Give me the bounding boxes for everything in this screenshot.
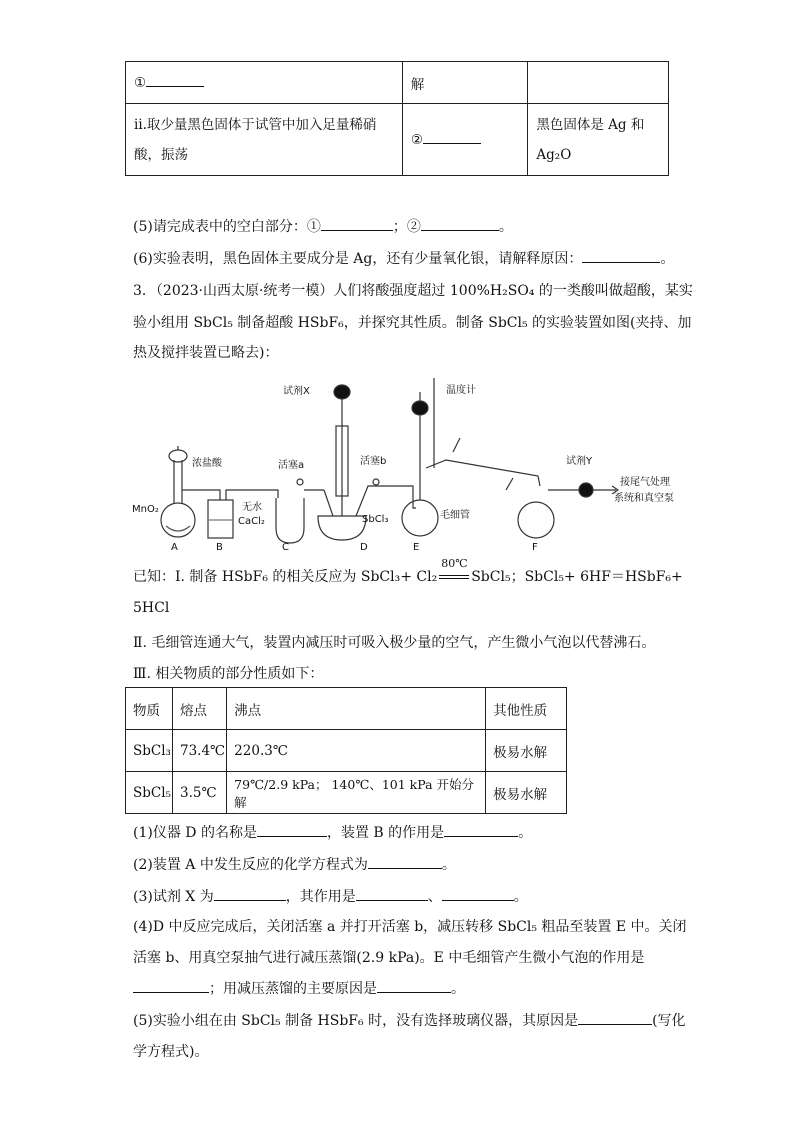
- stopcock-a: [297, 479, 303, 485]
- answer-blank[interactable]: [377, 980, 451, 993]
- tube-b-c: [226, 490, 278, 500]
- cell-text: ①: [134, 75, 147, 91]
- answer-blank[interactable]: [578, 1012, 652, 1025]
- table-cell: [528, 62, 669, 104]
- question-text: ；②: [392, 219, 421, 235]
- header-cell: 熔点: [173, 688, 227, 730]
- label-c: C: [282, 542, 289, 553]
- header-cell: 其他性质: [486, 688, 567, 730]
- question-text: 。: [451, 981, 465, 997]
- known-line-3: Ⅱ. 毛细管连通大气，装置内减压时可吸入极少量的空气，产生微小气泡以代替沸石。: [133, 635, 656, 651]
- table-cell: [126, 104, 403, 176]
- label-mno2: MnO₂: [132, 504, 159, 515]
- label-cacl2: CaCl₂: [238, 516, 265, 527]
- properties-table: [125, 687, 567, 814]
- table-cell: [402, 62, 528, 104]
- label-a: A: [171, 542, 178, 553]
- cell-text: ②: [410, 132, 423, 148]
- answer-blank[interactable]: [214, 888, 286, 901]
- condenser-e: [426, 460, 540, 486]
- wash-bottle-b: [208, 500, 233, 538]
- known-text: 已知：Ⅰ. 制备 HSbF₆ 的相关反应为 SbCl₃+ Cl₂: [133, 569, 438, 585]
- table-cell: [126, 62, 403, 104]
- answer-blank[interactable]: [442, 888, 514, 901]
- table-cell: SbCl₃: [126, 730, 173, 772]
- label-vacuum-pump: 系统和真空泵: [614, 493, 674, 504]
- tube-a-b: [182, 490, 220, 500]
- question-text: (6)实验表明，黑色固体主要成分是 Ag，还有少量氧化银，请解释原因：: [133, 251, 583, 267]
- table-cell: 极易水解: [486, 772, 567, 814]
- flask-e: [402, 500, 438, 536]
- answer-blank[interactable]: [146, 74, 204, 87]
- question-text: 。: [518, 825, 533, 841]
- reaction-arrow: [437, 557, 471, 585]
- question-5b-line-1: [133, 1010, 686, 1030]
- header-cell: 物质: [126, 688, 173, 730]
- question-text: (5)实验小组在由 SbCl₅ 制备 HSbF₆ 时，没有选择玻璃仪器，其原因是: [133, 1013, 579, 1029]
- question-text: (2)装置 A 中发生反应的化学方程式为: [133, 857, 368, 873]
- known-line-2: 5HCl: [133, 600, 170, 616]
- results-table: [125, 61, 669, 176]
- label-anhydrous: 无水: [242, 502, 262, 513]
- table-cell: 79℃/2.9 kPa； 140℃、101 kPa 开始分解: [227, 772, 486, 814]
- problem-intro: 热及搅拌装置已略去)：: [133, 345, 279, 361]
- table-cell: [402, 104, 528, 176]
- label-b: B: [216, 542, 223, 553]
- question-5b-line-2: 学方程式)。: [133, 1044, 209, 1060]
- known-line-1: [133, 557, 683, 586]
- label-reagent-y: 试剂Y: [566, 456, 593, 467]
- question-text: 。: [660, 251, 675, 267]
- problem-intro: 3．（2023·山西太原·统考一模）人们将酸强度超过 100%H₂SO₄ 的一类酸叫做超酸，某实: [133, 283, 693, 299]
- known-text: SbCl₅；SbCl₅+ 6HF＝HSbF₆+: [471, 569, 683, 585]
- label-d: D: [360, 542, 368, 553]
- question-text: (5)请完成表中的空白部分：①: [133, 219, 321, 235]
- question-text: (3)试剂 X 为: [133, 889, 214, 905]
- table-row: [126, 772, 567, 814]
- table-cell: 3.5℃: [173, 772, 227, 814]
- question-text: ，其作用是: [285, 889, 356, 905]
- answer-blank[interactable]: [444, 824, 518, 837]
- label-thermometer: 温度计: [446, 385, 476, 396]
- table-cell: 极易水解: [486, 730, 567, 772]
- table-cell: 220.3℃: [227, 730, 486, 772]
- answer-blank[interactable]: [321, 218, 393, 231]
- question-1: [133, 822, 532, 842]
- label-stopcock-b: 活塞b: [360, 456, 387, 467]
- question-5: [133, 216, 513, 236]
- drying-tube-y: [579, 483, 593, 497]
- label-stopcock-a: 活塞a: [278, 460, 305, 471]
- answer-blank[interactable]: [421, 218, 499, 231]
- label-reagent-x: 试剂X: [283, 386, 310, 397]
- table-row: [126, 730, 567, 772]
- flask-d: [318, 516, 366, 540]
- table-header-row: [126, 688, 567, 730]
- header-cell: 沸点: [227, 688, 486, 730]
- reaction-condition: 80℃: [441, 557, 468, 570]
- label-f: F: [532, 542, 538, 553]
- question-text: (写化: [652, 1013, 686, 1029]
- table-cell: 73.4℃: [173, 730, 227, 772]
- table-cell: SbCl₅: [126, 772, 173, 814]
- apparatus-diagram: [128, 368, 698, 558]
- cell-text: 解: [410, 76, 425, 93]
- funnel-x: [334, 385, 350, 399]
- flask-a: [161, 503, 195, 537]
- question-text: 。: [498, 219, 513, 235]
- answer-blank[interactable]: [257, 824, 327, 837]
- cell-text: 黑色固体是 Ag 和: [536, 116, 645, 133]
- question-text: ，装置 B 的作用是: [326, 825, 445, 841]
- table-row: [126, 104, 669, 176]
- answer-blank[interactable]: [356, 888, 428, 901]
- question-4-line-3: [133, 978, 465, 998]
- answer-blank[interactable]: [133, 980, 209, 993]
- label-capillary: 毛细管: [440, 510, 470, 521]
- label-e: E: [413, 542, 420, 553]
- problem-intro: 验小组用 SbCl₅ 制备超酸 HSbF₆，并探究其性质。制备 SbCl₅ 的实验装置如图(夹持、加: [133, 315, 692, 331]
- question-4-line-1: (4)D 中反应完成后，关闭活塞 a 并打开活塞 b，减压转移 SbCl₅ 粗品至装置 E 中。关闭: [133, 919, 687, 935]
- flask-f: [518, 502, 554, 538]
- question-text: ；用减压蒸馏的主要原因是: [209, 981, 377, 997]
- question-3: [133, 886, 528, 906]
- answer-blank[interactable]: [582, 250, 660, 263]
- cell-text: Ag₂O: [536, 146, 572, 163]
- answer-blank[interactable]: [423, 131, 481, 144]
- question-text: 。: [441, 857, 456, 873]
- question-2: [133, 854, 456, 874]
- question-text: (1)仪器 D 的名称是: [133, 825, 257, 841]
- stopcock-b: [373, 479, 379, 485]
- cell-text: ⅱ.取少量黑色固体于试管中加入足量稀硝酸，振荡: [134, 116, 377, 163]
- table-cell: [528, 104, 669, 176]
- question-6: [133, 248, 674, 268]
- question-text: 。: [513, 889, 528, 905]
- question-text: 、: [427, 889, 442, 905]
- u-tube-c: [276, 498, 304, 543]
- label-conc-hcl: 浓盐酸: [192, 458, 222, 469]
- known-line-4: Ⅲ. 相关物质的部分性质如下：: [133, 666, 324, 682]
- label-sbcl3: SbCl₃: [362, 514, 389, 525]
- tube-d-e: [356, 486, 416, 516]
- label-tail-gas: 接尾气处理: [620, 477, 670, 488]
- table-row: [126, 62, 669, 104]
- answer-blank[interactable]: [368, 856, 442, 869]
- mno2-level: [166, 526, 190, 531]
- dropping-funnel: [169, 450, 187, 462]
- question-4-line-2: 活塞 b、用真空泵抽气进行减压蒸馏(2.9 kPa)。E 中毛细管产生微小气泡的作用是: [133, 950, 645, 966]
